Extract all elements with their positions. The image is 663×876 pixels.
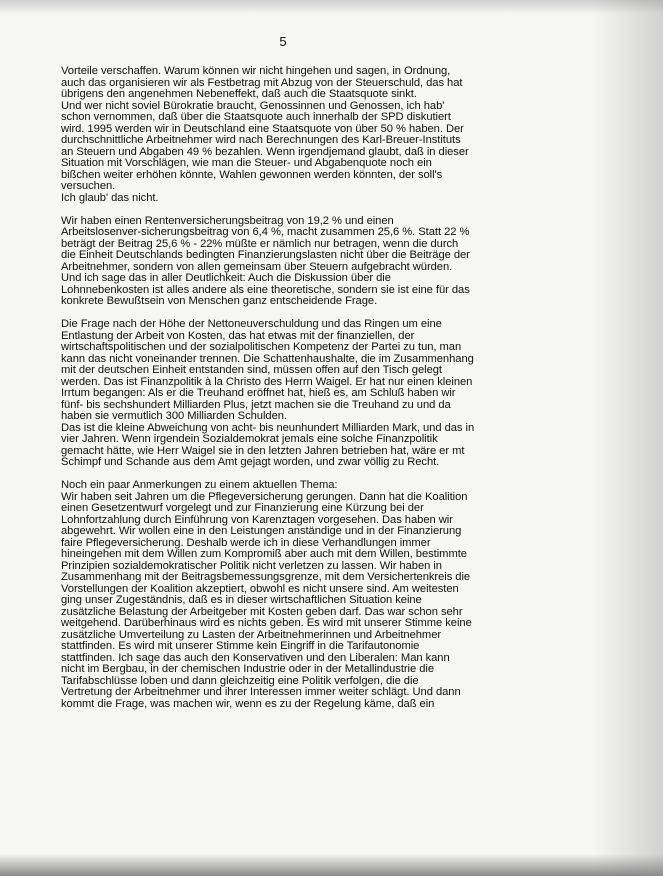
- text-line: Die Frage nach der Höhe der Nettoneuverschuldung und das Ringen um eine: [61, 318, 442, 330]
- text-line: weitgehend. Darüberhinaus wird es nichts geben. Es wird mit unserer Stimme keine: [61, 617, 472, 629]
- text-line: wird. 1995 werden wir in Deutschland eine Staatsquote von über 50 % haben. Der: [61, 122, 464, 135]
- paragraph: [61, 66, 601, 204]
- text-line: stattfinden. Es wird mit unserer Stimme kein Eingriff in die Tarifautonomie: [61, 640, 420, 652]
- text-line: versuchen.: [61, 180, 116, 192]
- text-line: zusätzliche Umverteilung zu Lasten der Arbeitnehmerinnen und Arbeitnehmer: [61, 628, 442, 641]
- text-line: konkrete Bewußtsein von Menschen ganz entscheidende Frage.: [61, 295, 378, 307]
- text-line: Arbeitslosenver-sicherungsbeitrag von 6,4 %, macht zusammen 25,6 %. Statt 22 %: [61, 226, 470, 238]
- text-line: zusätzliche Belastung der Arbeitgeber mit Kosten geben darf. Das war schon sehr: [61, 605, 463, 618]
- text-line: Vorstellungen der Koalition akzeptiert, obwohl es nicht unsere sind. Am weitesten: [61, 582, 459, 595]
- text-line: haben sie vermutlich 300 Milliarden Schulden.: [61, 410, 287, 422]
- page-number: 5: [279, 34, 287, 49]
- text-line: Situation mit Vorschlägen, wie man die Steuer- und Abgabenquote noch ein: [61, 157, 432, 169]
- text-line: einen Gesetzentwurf vorgelegt und zur Finanzierung eine Kürzung bei der: [61, 502, 424, 514]
- text-line: wirtschaftspolitischen und der sozialpolitischen Kompetenz der Partei zu tun, man: [61, 341, 462, 353]
- scan-shadow-right: [593, 0, 663, 876]
- text-line: übrigens den angenehmen Nebeneffekt, daß auch die Staatsquote sinkt.: [61, 88, 417, 100]
- text-line: vier Jahren. Wenn irgendein Sozialdemokrat jemals eine solche Finanzpolitik: [61, 433, 438, 445]
- text-line: stattfinden. Ich sage das auch den Konservativen und den Liberalen: Man kann: [61, 651, 450, 664]
- text-line: mit der deutschen Einheit entstanden sind, müssen offen auf den Tisch gelegt: [61, 364, 442, 376]
- text-line: Vorteile verschaffen. Warum können wir nicht hingehen und sagen, in Ordnung,: [61, 65, 451, 77]
- text-line: beträgt der Beitrag 25,6 % - 22% müßte er nämlich nur betragen, wenn die durch: [61, 237, 459, 250]
- text-line: ging unser Zugeständnis, daß es in dieser wirtschaftlichen Situation keine: [61, 594, 422, 606]
- text-line: schon vernommen, daß über die Staatsquote auch innerhalb der SPD diskutiert: [61, 111, 451, 123]
- text-line: Wir haben seit Jahren um die Pflegeversicherung gerungen. Dann hat die Koalition: [61, 490, 468, 503]
- scan-shadow-top: [0, 0, 663, 14]
- text-line: Wir haben einen Rentenversicherungsbeitrag von 19,2 % und einen: [61, 214, 394, 227]
- text-line: abgewehrt. Wir wollen eine in den Leistungen anständige und in der Finanzierung: [61, 525, 462, 537]
- text-line: Und wer nicht soviel Bürokratie braucht, Genossinnen und Genossen, ich hab': [61, 99, 445, 112]
- text-line: Lohnnebenkosten ist alles andere als eine theoretische, sondern sie ist eine für das: [61, 283, 470, 296]
- text-line: Lohnfortzahlung durch Einführung von Karenztagen vorgesehen. Das haben wir: [61, 513, 453, 526]
- paragraph: [61, 480, 601, 710]
- text-line: kann das nicht voneinander trennen. Die Schattenhaushalte, die im Zusammenhang: [61, 352, 474, 365]
- paragraph: [61, 319, 601, 469]
- text-line: faire Pflegeversicherung. Deshalb werde ich in diese Verhandlungen immer: [61, 536, 431, 549]
- text-line: hineingehen mit dem Willen zum Kompromiß aber auch mit dem Willen, bestimmte: [61, 548, 467, 560]
- text-line: die Einheit Deutschlands bedingten Finanzierungslasten nicht über die Beiträge der: [61, 249, 470, 261]
- text-line: Ich glaub' das nicht.: [61, 191, 159, 204]
- text-line: bißchen weiter erhöhen könnte, Wahlen gewonnen werden könnten, der soll's: [61, 168, 443, 181]
- text-line: durchschnittliche Arbeitnehmer wird nach Berechnungen des Karl-Breuer-Instituts: [61, 134, 461, 146]
- text-line: Und ich sage das in aller Deutlichkeit: Auch die Diskussion über die: [61, 272, 391, 284]
- text-line: Das ist die kleine Abweichung von acht- bis neunhundert Milliarden Mark, und das in: [61, 421, 475, 434]
- text-line: auch das organisieren wir als Festbetrag mit Abzug von der Steuerschuld, das hat: [61, 76, 463, 89]
- text-line: nicht im Bergbau, in der chemischen Industrie oder in der Metallindustrie die: [61, 663, 434, 675]
- text-line: Arbeitnehmer, sondern von allen gemeinsam über Steuern aufgebracht würden.: [61, 260, 453, 273]
- text-line: fünf- bis sechshundert Milliarden Plus, jetzt machen sie die Treuhand zu und da: [61, 398, 451, 411]
- text-line: Vertretung der Arbeitnehmer und ihrer Interessen immer weiter schlägt. Und dann: [61, 686, 461, 698]
- text-line: Prinzipien sozialdemokratischer Politik nicht verletzen zu lassen. Wir haben in: [61, 559, 442, 572]
- scan-shadow-bottom: [0, 854, 663, 876]
- text-line: kommt die Frage, was machen wir, wenn es zu der Regelung käme, daß ein: [61, 697, 435, 710]
- document-body: [61, 66, 601, 722]
- text-line: Zusammenhang mit der Beitragsbemessungsgrenze, mit dem Versichertenkreis die: [61, 571, 471, 583]
- text-line: Schimpf und Schande aus dem Amt gejagt worden, und zwar völlig zu Recht.: [61, 456, 440, 468]
- text-line: Noch ein paar Anmerkungen zu einem aktuellen Thema:: [61, 479, 338, 491]
- text-line: an Steuern und Abgaben 49 % bezahlen. Wenn irgendjemand glaubt, daß in dieser: [61, 145, 469, 158]
- text-line: werden. Das ist Finanzpolitik à la Christo des Herrn Waigel. Er hat nur einen kleinen: [61, 375, 473, 388]
- text-line: gemacht hätte, wie Herr Waigel sie in den letzten Jahren betrieben hat, wäre er mt: [61, 444, 465, 457]
- paragraph: [61, 216, 601, 308]
- text-line: Entlastung der Arbeit von Kosten, das hat etwas mit der finanziellen, der: [61, 329, 415, 342]
- text-line: Irrtum begangen: Als er die Treuhand eröffnet hat, hieß es, am Schluß haben wir: [61, 387, 456, 399]
- text-line: Tarifabschlüsse loben und dann gleichzeitig eine Politik verfolgen, die die: [61, 674, 419, 687]
